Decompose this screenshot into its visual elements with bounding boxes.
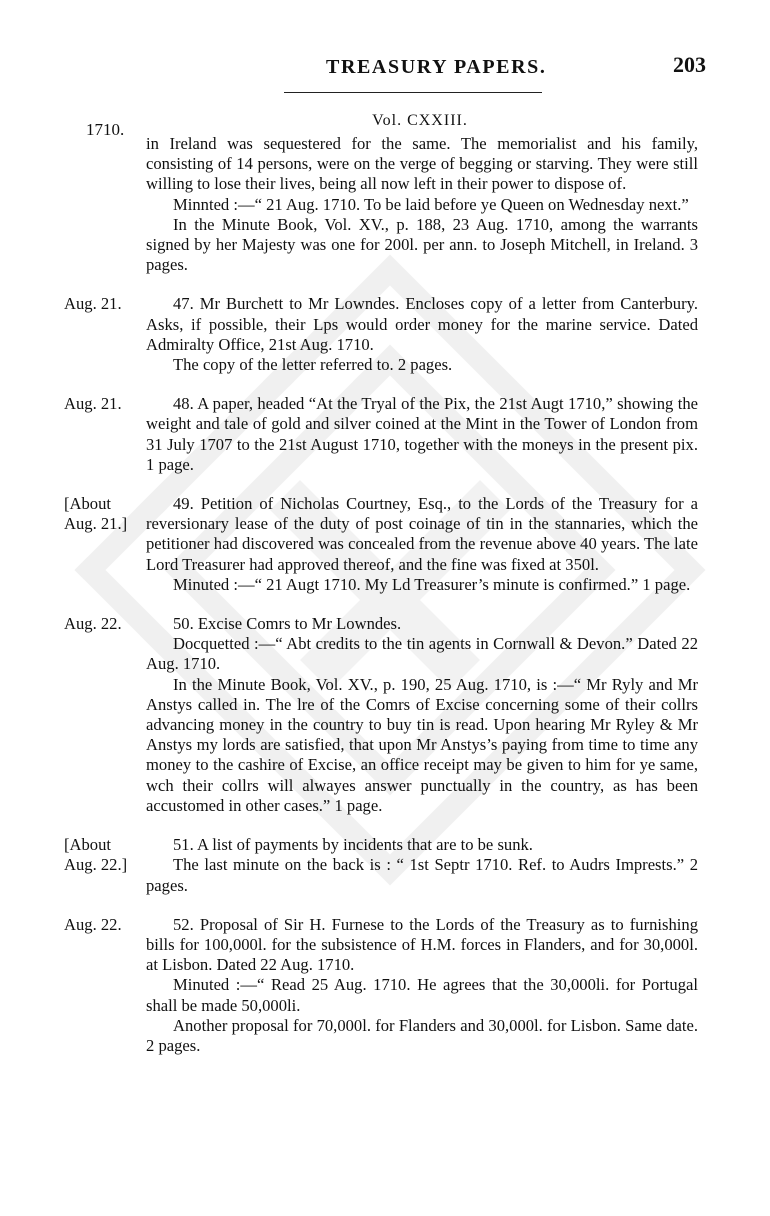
entry-date: Aug. 21. bbox=[64, 394, 122, 414]
entry-49 bbox=[0, 494, 770, 595]
entry-date: Aug. 22. bbox=[64, 914, 122, 934]
paragraph: Minuted :—“ Read 25 Aug. 1710. He agrees that the 30,000li. for Portugal shall be made 50,000li. bbox=[146, 975, 698, 1015]
entry-52 bbox=[0, 915, 770, 1056]
paragraph: Another proposal for 70,000l. for Flanders and 30,000l. for Lisbon. Same date. 2 pages. bbox=[146, 1015, 698, 1055]
paragraph: 52. Proposal of Sir H. Furnese to the Lords of the Treasury as to furnishing bills for 100,000l. for the subsistence of H.M. forces in Flanders, and for 30,000l. at Lisbon. Dated 22 Aug. 1710. bbox=[146, 914, 698, 975]
entry-50 bbox=[0, 614, 770, 816]
paragraph: Minuted :—“ 21 Augt 1710. My Ld Treasurer’s minute is confirmed.” 1 page. bbox=[173, 574, 691, 594]
entry-46-continuation bbox=[0, 134, 770, 275]
paragraph: 50. Excise Comrs to Mr Lowndes. bbox=[173, 614, 402, 634]
paragraph: 48. A paper, headed “At the Tryal of the Pix, the 21st Augt 1710,” showing the weight and tale of gold and silver coined at the Mint in the Tower of London from 31 July 1707 to the 21st August 1710, together with the moneys in the present pix. 1 page. bbox=[146, 394, 698, 474]
paragraph: In the Minute Book, Vol. XV., p. 188, 23 Aug. 1710, among the warrants signed by her Majesty was one for 200l. per ann. to Joseph Mitchell, in Ireland. 3 pages. bbox=[146, 214, 698, 275]
entry-date: Aug. 21. bbox=[64, 294, 122, 314]
paragraph: Minnted :—“ 21 Aug. 1710. To be laid before ye Queen on Wednesday next.” bbox=[173, 194, 689, 214]
paragraph: The copy of the letter referred to. 2 pages. bbox=[173, 355, 453, 375]
paragraph: The last minute on the back is : “ 1st Septr 1710. Ref. to Audrs Imprests.” 2 pages. bbox=[146, 855, 698, 895]
page-header bbox=[326, 52, 706, 92]
entry-date: Aug. 22. bbox=[64, 614, 122, 634]
paragraph: in Ireland was sequestered for the same. The memorialist and his family, consisting of 14 persons, were on the verge of begging or starving. They were still willing to lose their lives, being all now left in their power to dispose of. bbox=[146, 134, 698, 194]
volume-heading: Vol. CXXIII. bbox=[372, 112, 468, 129]
page-body bbox=[0, 134, 770, 1075]
header-rule bbox=[284, 92, 542, 93]
running-title: TREASURY PAPERS. bbox=[326, 56, 547, 78]
entry-date: [About Aug. 21.] bbox=[64, 494, 128, 534]
paragraph: In the Minute Book, Vol. XV., p. 190, 25 Aug. 1710, is :—“ Mr Ryly and Mr Anstys called in. The lre of the Comrs of Excise concerning some of their collrs advancing money in the country to buy tin is read. Upon hearing Mr Ryley & Mr Anstys my lords are satisfied, that upon Mr Anstys’s paying from time to time any money to the cashire of Excise, an office receipt may be given to him for ye same, wch their collrs will alwayes answer punctually in the country, as has been accustomed in other cases.” 1 page. bbox=[146, 674, 698, 815]
entry-47 bbox=[0, 294, 770, 375]
year-margin: 1710. bbox=[86, 120, 125, 139]
paragraph: 51. A list of payments by incidents that are to be sunk. bbox=[173, 835, 533, 855]
entry-51 bbox=[0, 835, 770, 896]
page-number: 203 bbox=[673, 52, 706, 77]
paragraph: 49. Petition of Nicholas Courtney, Esq., to the Lords of the Treasury for a reversionary lease of the duty of post coinage of tin in the stannaries, which the petitioner had discovered was concealed from the revenue above 40 years. The late Lord Treasurer had approved thereof, and the fine was fixed at 350l. bbox=[146, 494, 698, 574]
paragraph: 47. Mr Burchett to Mr Lowndes. Encloses copy of a letter from Canterbury. Asks, if possible, their Lps would order money for the marine service. Dated Admiralty Office, 21st Aug. 1710. bbox=[146, 294, 698, 354]
entry-48 bbox=[0, 394, 770, 475]
paragraph: Docquetted :—“ Abt credits to the tin agents in Cornwall & Devon.” Dated 22 Aug. 1710. bbox=[146, 634, 698, 674]
entry-date: [About Aug. 22.] bbox=[64, 835, 128, 875]
